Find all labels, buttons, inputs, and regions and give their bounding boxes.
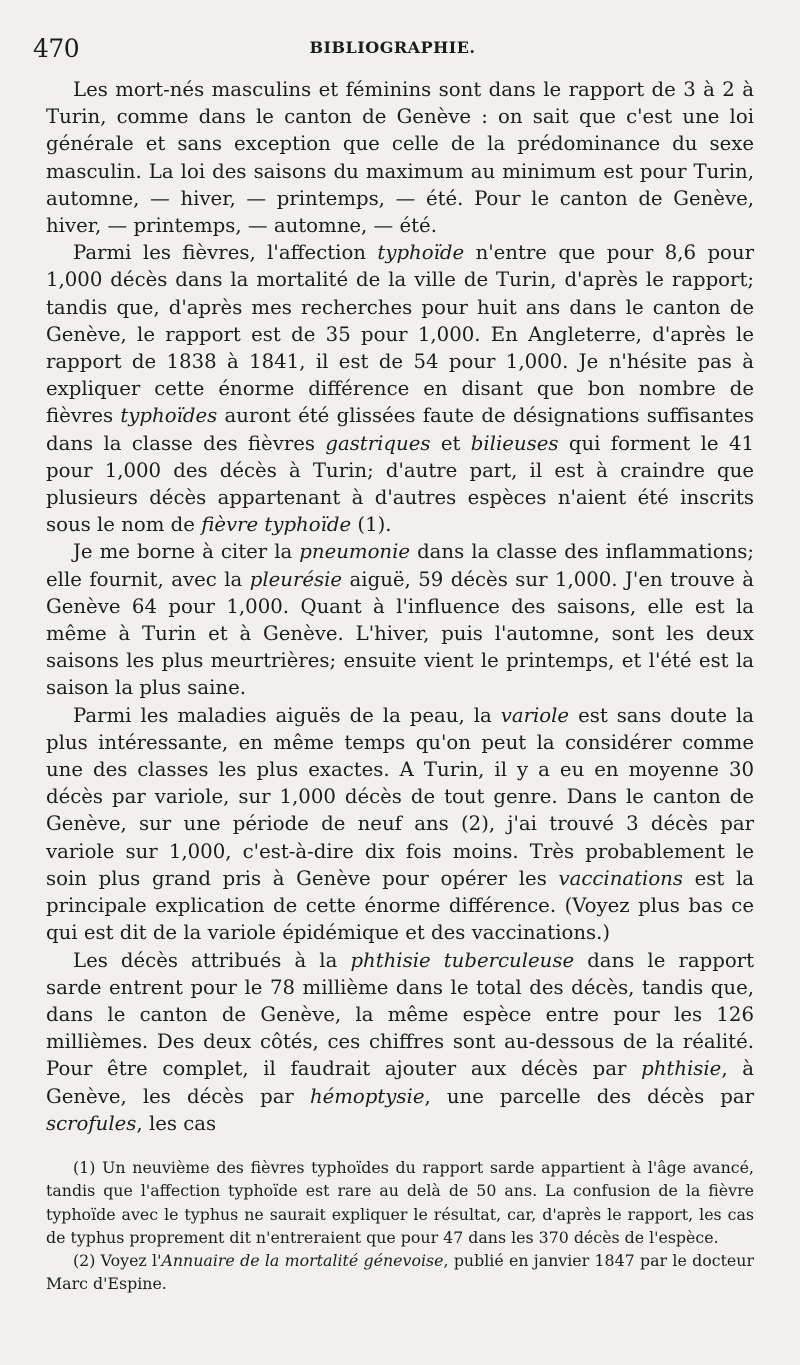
italic-term: phthisie <box>641 1057 722 1081</box>
paragraph-pneumonia <box>46 538 754 701</box>
italic-term: gastriques <box>325 431 431 455</box>
text-run: et <box>430 431 471 455</box>
text-run: aiguë, 59 décès sur 1,000. J'en trouve à Genève 64 pour 1,000. Quant à l'influence des saisons, elle est la même à Turin et à Genève. L'hiver, puis l'automne, sont les deux saisons les plus meurtrières; ensuite vient le printemps, et l'été est la saison la plus saine. <box>46 567 754 700</box>
text-run: n'entre que pour 8,6 pour 1,000 décès dans la mortalité de la ville de Turin, d'après le rapport; tandis que, d'après mes recherches pour huit ans dans le canton de Genève, le rapport est de 35 pour 1,000. En Angleterre, d'après le rapport de 1838 à 1841, il est de 54 pour 1,000. Je n'hésite pas à expliquer cette énorme différence en disant que bon nombre de fièvres <box>46 241 754 428</box>
text-run: , une parcelle des décès par <box>424 1084 755 1108</box>
italic-title: Annuaire de la mortalité génevoise <box>161 1251 444 1271</box>
text-run: dans le rapport sarde entrent pour le 78 millième dans le total des décès, tandis que, dans le canton de Genève, la même espèce entre pour les 126 millièmes. Des deux côtés, ces chiffres sont au-dessous de la réalité. Pour être complet, il faudrait ajouter aux décès par <box>46 948 755 1081</box>
footnotes <box>46 1156 754 1296</box>
paragraph-phthisis <box>46 947 754 1137</box>
paragraph-stillbirths: Les mort-nés masculins et féminins sont dans le rapport de 3 à 2 à Turin, comme dans le canton de Genève : on sait que c'est une loi générale et sans exception que celle de la prédominance du sexe masculin. La loi des saisons du maximum au minimum est pour Turin, automne, — hiver, — printemps, — été. Pour le canton de Genève, hiver, — printemps, — automne, — été. <box>46 78 754 238</box>
italic-term: hémoptysie <box>309 1084 425 1108</box>
text-run: Parmi les maladies aiguës de la peau, la <box>73 703 501 727</box>
italic-term: phthisie tuberculeuse <box>350 948 575 972</box>
italic-term: fièvre typhoïde <box>201 513 352 537</box>
page-number: 470 <box>33 34 80 63</box>
paragraph-typhoid <box>46 239 754 538</box>
text-run: Les décès attribués à la <box>73 948 351 972</box>
italic-term: pleurésie <box>249 567 343 591</box>
text-run: , à Genève, les décès par <box>46 1057 754 1108</box>
italic-term: pneumonie <box>299 540 411 564</box>
italic-term: typhoïdes <box>120 404 218 428</box>
footnote-1: (1) Un neuvième des fièvres typhoïdes du rapport sarde appartient à l'âge avancé, tandis que l'affection typhoïde est rare au delà de 50 ans. La confusion de la fièvre typhoïde avec le typhus ne saurait expliquer le résultat, car, d'après le rapport, les cas de typhus proprement dit n'entreraient que pour 47 dans les 370 décès de l'espèce. <box>46 1158 754 1247</box>
paragraph-smallpox <box>46 702 754 947</box>
italic-term: bilieuses <box>470 431 559 455</box>
text-run: qui forment le 41 pour 1,000 des décès à Turin; d'autre part, il est à craindre que plusieurs décès appartenant à d'autres espèces n'aient été inscrits sous le nom de <box>46 431 754 537</box>
footnote-2 <box>46 1249 754 1296</box>
italic-term: scrofules <box>46 1111 137 1135</box>
text-run: dans la classe des inflammations; elle fournit, avec la <box>46 540 754 591</box>
text-run: est la principale explication de cette énorme différence. (Voyez plus bas ce qui est dit de la variole épidémique et des vaccinations.) <box>46 866 755 945</box>
text-run: est sans doute la plus intéressante, en même temps qu'on peut la considérer comme une des classes les plus exactes. A Turin, il y a eu en moyenne 30 décès par variole, sur 1,000 décès de tout genre. Dans le canton de Genève, sur une période de neuf ans (2), j'ai trouvé 3 décès par variole sur 1,000, c'est-à-dire dix fois moins. Très probablement le soin plus grand pris à Genève pour opérer les <box>46 703 754 890</box>
text-run: auront été glissées faute de désignations suffisantes dans la classe des fièvres <box>46 404 754 455</box>
text-run: Je me borne à citer la <box>73 540 300 564</box>
running-title: BIBLIOGRAPHIE. <box>309 38 476 57</box>
italic-term: variole <box>500 703 570 727</box>
text-run: , publié en janvier 1847 par le docteur Marc d'Espine. <box>46 1251 754 1294</box>
italic-term: typhoïde <box>377 241 465 265</box>
main-text <box>46 76 754 1137</box>
text-run: (1). <box>351 513 392 537</box>
page-header <box>33 34 752 62</box>
text-run: (2) Voyez l' <box>73 1251 162 1271</box>
text-run: , les cas <box>136 1111 217 1135</box>
text-run: Parmi les fièvres, l'affection <box>73 241 378 265</box>
italic-term: vaccinations <box>558 866 683 890</box>
